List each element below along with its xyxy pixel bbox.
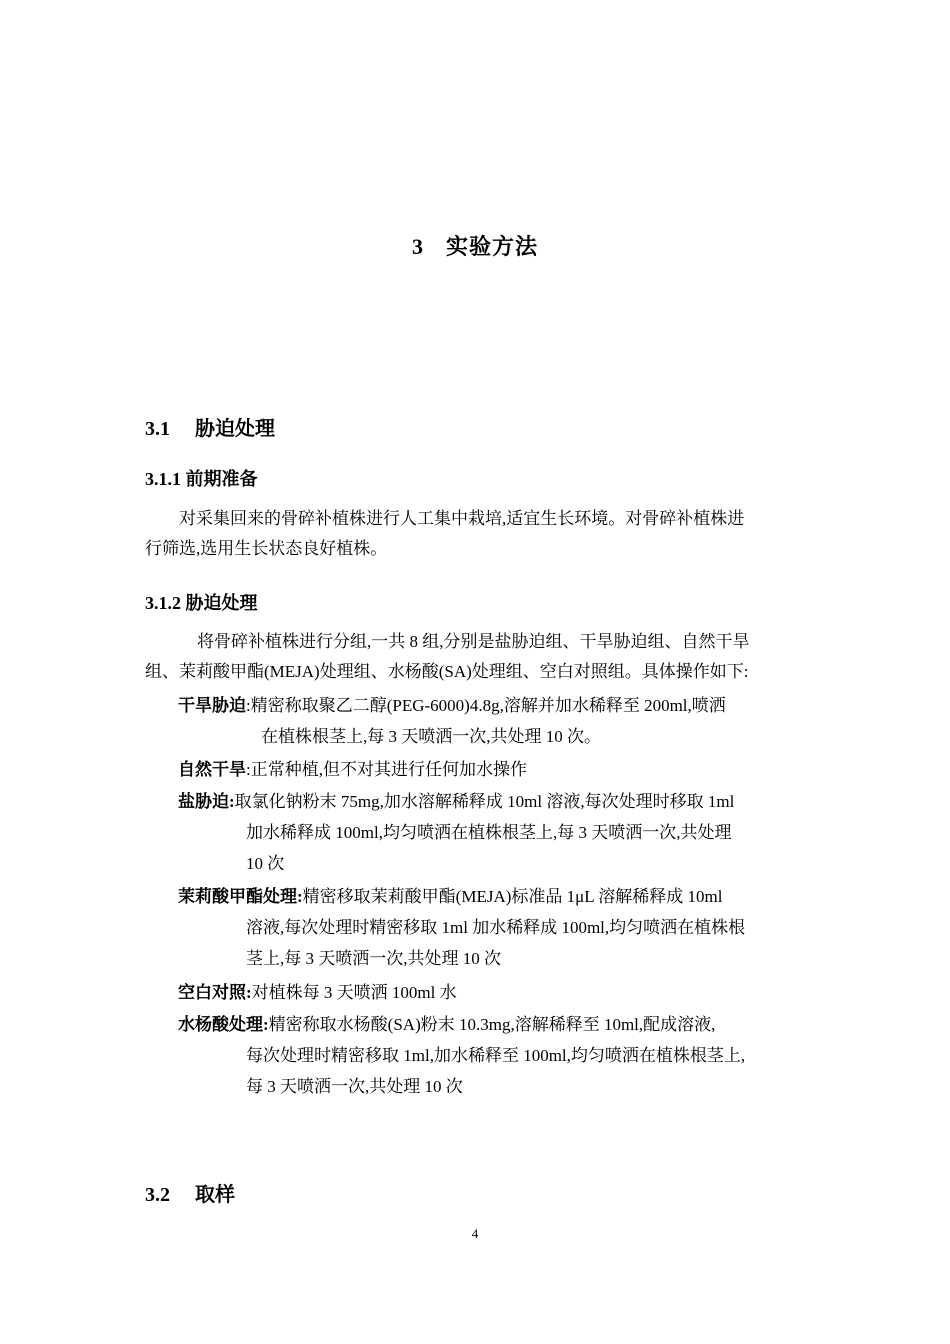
paragraph-line: 行筛选,选用生长状态良好植株。: [145, 539, 388, 558]
subsection-heading-3-1-1: 3.1.1 前期准备: [145, 469, 258, 489]
chapter-number: 3: [411, 234, 424, 259]
item-text: 在植株根茎上,每 3 天喷洒一次,共处理 10 次。: [261, 727, 601, 746]
paragraph-preparation: [145, 504, 809, 564]
section-heading-3-1: [145, 412, 275, 441]
item-text: 10 次: [246, 854, 285, 873]
item-text: 茎上,每 3 天喷洒一次,共处理 10 次: [246, 949, 501, 968]
item-text: 溶液,每次处理时精密移取 1ml 加水稀释成 100ml,均匀喷洒在植株根: [246, 918, 746, 937]
item-label: 自然干旱: [178, 760, 246, 779]
paragraph-line: 将骨碎补植株进行分组,一共 8 组,分别是盐胁迫组、干旱胁迫组、自然干旱: [197, 632, 750, 651]
list-item-drought-stress: [178, 690, 808, 752]
section-number: 3.2: [145, 1184, 170, 1206]
section-title: 取样: [195, 1184, 235, 1206]
chapter-title: [0, 230, 950, 261]
list-item-blank-control: [178, 977, 808, 1008]
paragraph-grouping: [145, 627, 809, 687]
section-title: 胁迫处理: [195, 418, 275, 440]
paragraph-line: 对采集回来的骨碎补植株进行人工集中栽培,适宜生长环境。对骨碎补植株进: [179, 509, 745, 528]
item-text: 精密称取水杨酸(SA)粉末 10.3mg,溶解稀释至 10ml,配成溶液,: [268, 1015, 716, 1034]
item-text: :正常种植,但不对其进行任何加水操作: [246, 760, 527, 779]
item-text: 对植株每 3 天喷洒 100ml 水: [251, 983, 457, 1002]
item-text: 每次处理时精密移取 1ml,加水稀释至 100ml,均匀喷洒在植株根茎上,: [246, 1046, 746, 1065]
list-item-salt-stress: [178, 786, 808, 879]
list-item-natural-drought: [178, 754, 808, 785]
chapter-title-text: 实验方法: [445, 234, 538, 259]
subsection-heading-3-1-2: 3.1.2 胁迫处理: [145, 593, 258, 613]
item-label: 空白对照:: [178, 983, 252, 1002]
item-text: 取氯化钠粉末 75mg,加水溶解稀释成 10ml 溶液,每次处理时移取 1ml: [234, 792, 735, 811]
section-heading-3-2: [145, 1178, 235, 1207]
paragraph-line: 组、茉莉酸甲酯(MEJA)处理组、水杨酸(SA)处理组、空白对照组。具体操作如下:: [145, 662, 749, 681]
item-label: 干旱胁迫: [178, 696, 246, 715]
item-text: 每 3 天喷洒一次,共处理 10 次: [246, 1077, 463, 1096]
item-text: 加水稀释成 100ml,均匀喷洒在植株根茎上,每 3 天喷洒一次,共处理: [246, 823, 732, 842]
item-label: 水杨酸处理:: [178, 1015, 269, 1034]
list-item-sa-treatment: [178, 1009, 808, 1102]
item-label: 茉莉酸甲酯处理:: [178, 887, 303, 906]
item-text: :精密称取聚乙二醇(PEG-6000)4.8g,溶解并加水稀释至 200ml,喷洒: [246, 696, 726, 715]
page-number: 4: [471, 1226, 479, 1241]
list-item-meja-treatment: [178, 881, 808, 974]
item-label: 盐胁迫:: [178, 792, 235, 811]
section-number: 3.1: [145, 418, 170, 440]
item-text: 精密移取茉莉酸甲酯(MEJA)标准品 1μL 溶解稀释成 10ml: [302, 887, 723, 906]
